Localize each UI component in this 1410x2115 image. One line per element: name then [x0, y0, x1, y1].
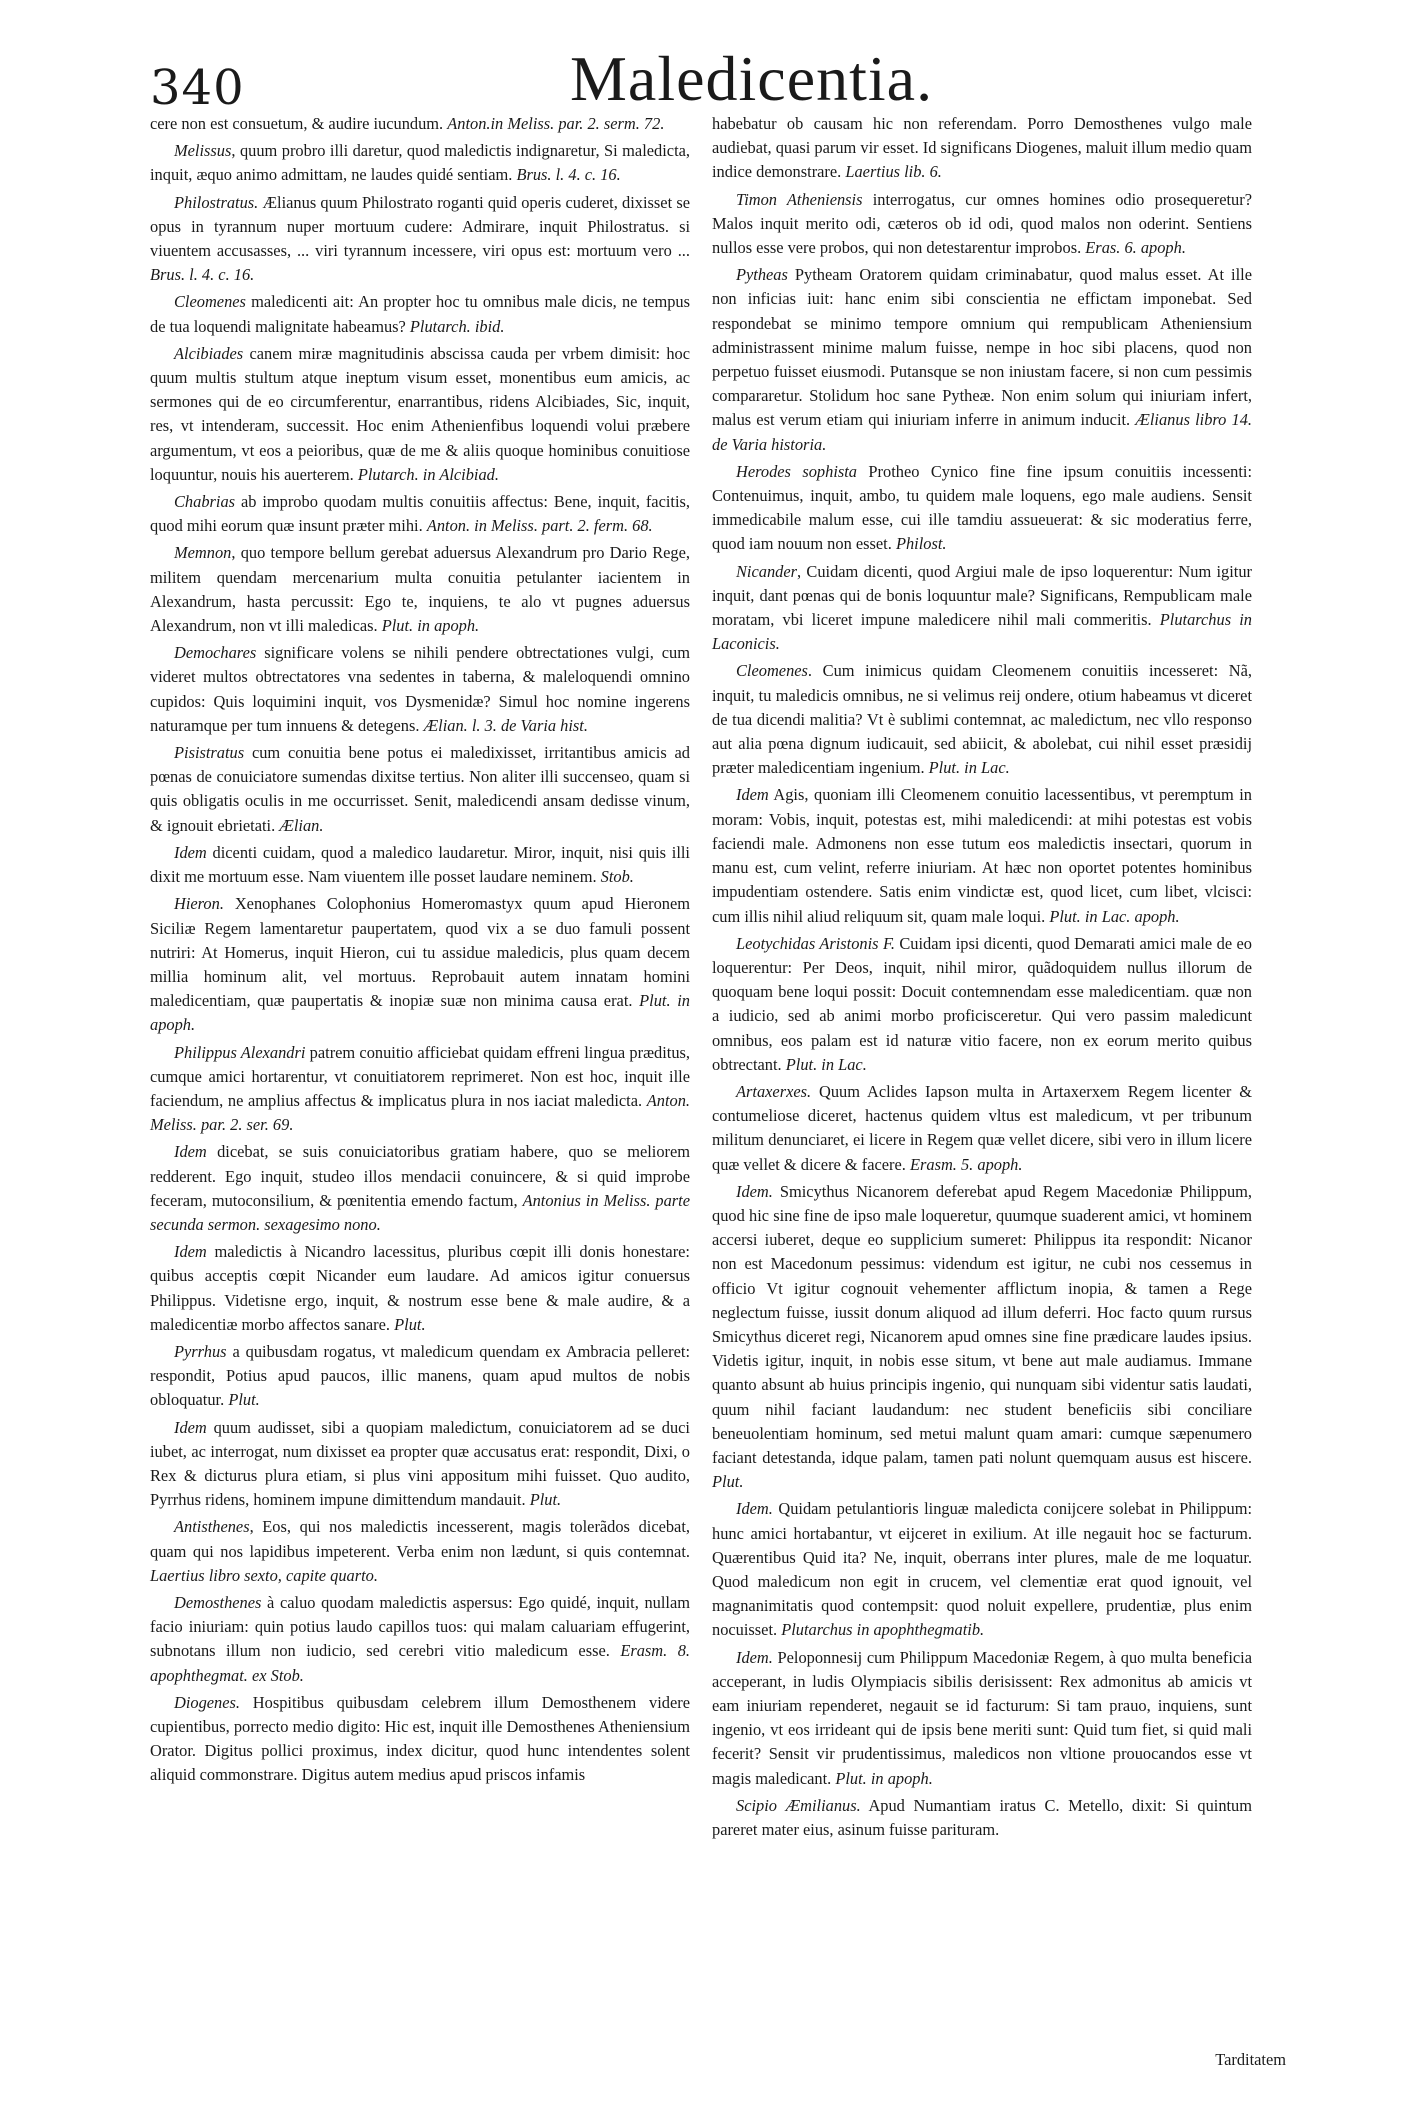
entry-source: Plutarchus in apophthegmatib.: [781, 1620, 985, 1640]
entry-name: Philostratus.: [174, 192, 259, 212]
entry-name: Nicander: [736, 561, 798, 581]
entry-source: Ælian. l. 3. de Varia hist.: [423, 715, 588, 735]
entry-source: Plut. in Lac.: [928, 758, 1010, 778]
entry-source: Plut. in Lac.: [785, 1054, 867, 1074]
entry-name: Idem.: [736, 1499, 773, 1519]
entry-source: Erasm. 5. apoph.: [909, 1154, 1023, 1174]
entry-name: Melissus: [174, 141, 232, 161]
entry-text: interrogatus, cur omnes homines odio prosequeretur? Malos inquit merito odi, cæteros ob id odi, quod malos non oderint. Sentiens nullos esse vere probos, qui non detestarentur improbos.: [712, 189, 1252, 258]
entry-source: Antonius in Meliss. parte secunda sermon. sexagesimo nono.: [150, 1190, 690, 1234]
entry-text: a quibusdam rogatus, vt maledicum quendam ex Ambracia pelleret: respondit, Potius apud paucos, illic manens, quam apud multos de nobis obloquatur.: [150, 1341, 690, 1410]
running-title: Maledicentia.: [570, 43, 934, 114]
entry-source: Plutarch. in Alcibiad.: [357, 464, 499, 484]
entry-name: Philippus Alexandri: [174, 1042, 306, 1062]
entry-name: Diogenes.: [174, 1692, 241, 1712]
entry-source: Anton.in Meliss. par. 2. serm. 72.: [447, 114, 665, 133]
entry-text: maledicenti ait: An propter hoc tu omnibus male dicis, ne tempus de tua loquendi malignitate habeamus?: [150, 292, 690, 336]
entry-name: Idem: [174, 1242, 207, 1262]
entry-text: , quum probro illi daretur, quod maledictis indignaretur, Si maledicta, inquit, æquo animo admittam, ne laudes quidé sentiam.: [150, 141, 690, 185]
entry-source: Plutarch. ibid.: [409, 316, 505, 336]
entry-paragraph: [150, 290, 690, 338]
entry-paragraph: [150, 1591, 690, 1688]
entry-name: Pisistratus: [174, 743, 245, 763]
entry-text: ab improbo quodam multis conuitiis affectus: Bene, inquit, facitis, quod mihi eorum quæ insunt præter mihi.: [150, 492, 690, 536]
entry-text: Cuidam ipsi dicenti, quod Demarati amici male de eo loquerentur: Per Deos, inquit, nihil miror, quãdoquidem nullus illorum de quoquam bene loqui possit: Docuit contemnendam esse maledicentiam. quæ non a iudicio, sed ab animi morbo proficisceretur. Qui vero passim maledicunt omnibus, eos palam est id naturæ vitio facere, non ex eorum merito quibus obtrectant.: [712, 933, 1252, 1074]
entry-name: Idem: [174, 842, 207, 862]
entry-name: Antisthenes: [174, 1517, 250, 1537]
entry-source: Plut.: [394, 1314, 426, 1334]
entry-paragraph: [712, 783, 1252, 928]
entry-text: Ælianus quum Philostrato roganti quid operis cuderet, dixisset se opus in tyrannum nuper mortuum cudere: Admirare, inquit Philostratus. si viuentem accusasses, ... viri tyrannum incessere, viri opus est: mortuum vero ...: [150, 192, 690, 261]
entry-text: Peloponnesij cum Philippum Macedoniæ Regem, à quo multa beneficia acceperant, in ludis Olympiacis sibilis derisissent: Rex admonitus ab amicis vt eam iniuriam rependeret, negauit se id facturum: Si tam prauo, inquiens, sunt ingenio, vt eos irrideant qui de ipsis bene meriti sunt: Quid tum fiet, si quid mali fecerit? Sensit vir prudentissimus, maledicos non vltione prouocandos esse vt magis maledicant.: [712, 1647, 1252, 1788]
entry-name: Pyrrhus: [174, 1341, 227, 1361]
entry-name: Artaxerxes.: [736, 1081, 812, 1101]
entry-text: maledictis à Nicandro lacessitus, pluribus cœpit illi donis honestare: quibus acceptis cœpit Nicander eum laudare. Ad amicos igitur conuersus Philippus. Videtisne ergo, inquit, & nostrum esse bene & male audire, & a maledicentiæ morbo affectos sanare.: [150, 1242, 690, 1334]
entry-paragraph: [150, 1041, 690, 1138]
entry-text: à caluo quodam maledictis aspersus: Ego quidé, inquit, nullam facio iniuriam: quin potius laudo capillos tuos: qui malam caluariam effugerint, subnotans illum non iudicio, sed cerebri vitio maledicum esse.: [150, 1592, 690, 1661]
entry-text: , quo tempore bellum gerebat aduersus Alexandrum pro Dario Rege, militem quendam mercenarium multa conuitia petulanter iacientem in Alexandrum, hasta percussit: Ego te, inquiens, te alo vt pugnes aduersus Alexandrum, non vt illi maledicas.: [150, 543, 690, 636]
entry-name: Cleomenes: [174, 292, 246, 312]
entry-text: dicebat, se suis conuiciatoribus gratiam habere, quo se meliorem redderent. Ego inquit, studeo illos mendacii conuincere, & si quid improbe feceram, mutoconsilium, & pœnitentia emendo factum,: [150, 1142, 690, 1210]
entry-paragraph: [150, 892, 690, 1037]
entry-name: Scipio Æmilianus.: [736, 1795, 861, 1815]
entry-source: Plut. in apoph.: [150, 991, 690, 1035]
entry-name: Herodes sophista: [736, 461, 857, 481]
left-column: [150, 112, 690, 1791]
entry-text: cum conuitia bene potus ei maledixisset, irritantibus amicis ad pœnas de conuiciatore sumendas dixitse tertius. Non aliter illi succenseo, quam si quis obligatis oculis in me occurrisset. Senit, maledicendi ansam dedisse vinum, & ignouit ebrietati.: [150, 743, 690, 835]
entry-source: Brus. l. 4. c. 16.: [150, 265, 255, 285]
entry-text: Protheo Cynico fine fine ipsum conuitiis incessenti: Contenuimus, inquit, ambo, tu quidem male loquens, ego male audiens. Sensit immedicabile malum esse, cui ille tamdiu assueuerat: & sic moderatius ferre, quod iam nouum non esset.: [712, 461, 1252, 554]
entry-paragraph: [150, 1515, 690, 1588]
entry-paragraph: [712, 188, 1252, 261]
entry-paragraph: [712, 932, 1252, 1077]
entry-paragraph: [150, 841, 690, 889]
entry-name: Timon Atheniensis: [736, 189, 863, 209]
entry-source: Plutarchus in Laconicis.: [712, 610, 1253, 654]
entry-text: . Cum inimicus quidam Cleomenem conuitiis incesseret: Nã, inquit, tu maledicis omnibus, ne si velimus reij ondere, otium habeamus vt diceret de tua dicendi malitia? Vt è sublimi contemnat, ac maledictum, nec vllo responso aut alia pœna dignum iudicauit, sed abiicit, & abolebat, cui nihil esset præsidij præter maledicentiam ingenium.: [712, 661, 1252, 778]
entry-paragraph: [712, 659, 1252, 780]
entry-text: Smicythus Nicanorem deferebat apud Regem Macedoniæ Philippum, quod hic sine fine de ipso male loqueretur, quumque suaderent amici, vt hominem accersi iuberet, deque eo supplicium sumeret: Philippus ita respondit: Nicanor non est Macedonum pessimus: videndum est igitur, ne cubi nos cessemus in officio Vt igitur cognouit vehementer afflictum inopia, & tamen a Rege neglectum fuisse, iussit donum aliquod ad illum deferri. Hoc facto quum rursus Smicythus diceret regi, Nicanorem apud omnes sine fine prædicare laudes ipsius. Videtis igitur, inquit, in nobis esse situm, vt bene aut male audiamus. Immane quanto absunt ab huius principis ingenio, qui nunquam sibi videntur satis laudati, quum nihil faciant laudandum: nec student beneficiis sibi conciliare beneuolentiam hominum, sed metui malunt quam amari: cumque sæpenumero faciant detestanda, idque palam, tamen pati nolunt quemquam ausus est hiscere.: [712, 1181, 1252, 1467]
entry-name: Idem.: [736, 1181, 773, 1201]
entry-text: Agis, quoniam illi Cleomenem conuitio lacessentibus, vt peremptum in moram: Vobis, inquit, potestas est, mihi maledicendi: at mihi potestas est vobis faciendi male. Admonens non esse tutum eos maledictis insectari, quorum in manu est, cum velint, referre iniuriam. At hæc non oportet potentes hominibus impudentiam ostendere. Satis enim vindictæ est, quod licet, cum libet, vlcisci: cum illis nihil aliud reliquum sit, quam male loqui.: [712, 785, 1252, 926]
entry-name: Hieron.: [174, 894, 224, 914]
entry-source: Laertius libro sexto, capite quarto.: [150, 1565, 378, 1585]
entry-name: Alcibiades: [174, 343, 244, 363]
entry-paragraph: [712, 560, 1252, 657]
entry-name: Leotychidas Aristonis F.: [736, 933, 895, 953]
entry-name: Idem.: [736, 1647, 773, 1667]
entry-paragraph: [712, 460, 1252, 557]
entry-source: Anton. in Meliss. part. 2. ferm. 68.: [426, 516, 653, 536]
entry-paragraph: [712, 1080, 1252, 1177]
entry-name: Cleomenes: [736, 661, 808, 681]
entry-source: Brus. l. 4. c. 16.: [516, 165, 621, 185]
entry-name: Idem: [736, 785, 769, 805]
entry-source: Anton. Meliss. par. 2. ser. 69.: [150, 1090, 690, 1135]
entry-source: Plut.: [228, 1390, 260, 1410]
entry-source: Plut. in apoph.: [381, 616, 480, 636]
entry-paragraph: [150, 1416, 690, 1513]
entry-name: Chabrias: [174, 492, 236, 512]
entry-paragraph: [150, 191, 690, 288]
catchword: Tarditatem: [1215, 2050, 1286, 2069]
entry-text: Quidam petulantioris linguæ maledicta conijcere solebat in Philippum: hunc amici hortabantur, vt eijceret in exilium. At ille negauit hoc se facturum. Quærentibus Quid ita? Ne, inquit, oberrans inter plures, male de me loquatur. Quod maledicum non egit in crucem, vel clementiæ erat quod ignouit, vel magnanimitatis quod contempsit: quod noluit expellere, prudentiæ, plus enim nocuisset.: [712, 1499, 1252, 1640]
entry-text: Hospitibus quibusdam celebrem illum Demosthenem videre cupientibus, porrecto medio digito: Hic est, inquit ille Demosthenes Atheniensium Orator. Digitus pollici proximus, index dicitur, quod hunc intendentes solent aliquid commonstrare. Digitus autem medius apud priscos infamis: [150, 1692, 690, 1785]
entry-source: Laertius lib. 6.: [845, 162, 942, 182]
entry-text: Pytheam Oratorem quidam criminabatur, quod malus esset. At ille non inficias iuit: hanc enim sibi conscientia ne effictam imponebat. Sed respondebat se minimo tempore omnium qui rempublicam Atheniensium administrassent minime malum fuisse, nempe in hoc sibi placens, quod non perpetuo fuisset eiusmodi. Putansque se non iniustam facere, si non cum pessimis compararetur. Stolidum hoc sane Pytheæ. Non enim solum qui iniuriam infert, malus est verum etiam qui iniuriam inferre in animum inducit.: [712, 265, 1252, 430]
entry-text: significare volens se nihili pendere obtrectationes vulgi, cum videret multos obtrectatores vna sedentes in taberna, & maleloquendi omnino cupidos: Quis loquimini inquit, vos Dysmenidæ? Simul hoc nomine ingerens naturamque per tum innuens & detegens.: [150, 643, 690, 735]
entry-text: , Cuidam dicenti, quod Argiui male de ipso loquerentur: Num igitur inquit, dant pœnas qui de bonis loquuntur male? Significans, Rempublicam male moratam, vbi liceret impune maledicere nihil mali commeritis.: [712, 561, 1252, 630]
entry-source: Stob.: [600, 867, 634, 887]
entry-paragraph: [712, 263, 1252, 457]
entry-source: Ælian.: [279, 815, 324, 835]
entry-paragraph: [150, 1691, 690, 1788]
entry-text: Apud Numantiam iratus C. Metello, dixit: Si quintum pareret mater eius, asinum fuisse parituram.: [712, 1795, 1253, 1840]
entry-text: cere non est consuetum, & audire iucundum.: [150, 114, 444, 133]
entry-paragraph: [712, 1497, 1252, 1642]
entry-source: Ælianus libro 14. de Varia historia.: [712, 410, 1252, 454]
page-number: 340: [150, 60, 245, 116]
entry-text: , Eos, qui nos maledictis incesserent, magis tolerãdos dicebat, quam qui nos lapidibus impeterent. Verba enim non lædunt, si quis contemnat.: [150, 1517, 690, 1561]
entry-text: habebatur ob causam hic non referendam. Porro Demosthenes vulgo male audiebat, quasi parum vir esset. Id significans Diogenes, maluit illum medio quam indice demonstrare.: [712, 114, 1252, 182]
entry-source: Plut.: [529, 1490, 562, 1510]
entry-name: Idem: [174, 1142, 207, 1162]
entry-source: Plut.: [712, 1472, 744, 1492]
right-column: [712, 112, 1252, 1845]
entry-paragraph: [712, 112, 1252, 185]
entry-paragraph: [150, 1340, 690, 1413]
entry-paragraph: [150, 1240, 690, 1337]
entry-text: Xenophanes Colophonius Homeromastyx quum apud Hieronem Siciliæ Regem lamentaretur paupertatem, quod vix a se duo famuli possent nutriri: At Homerus, inquit Hieron, cui tu assidue maledicis, plus quam decem millia hominum alit, vel mortuus. Reprobauit autem innatam homini maledicentiam, quæ paupertatis & inopiæ suæ non minima causa erat.: [150, 894, 690, 1011]
entry-paragraph: [150, 1140, 690, 1237]
entry-name: Memnon: [174, 543, 232, 563]
entry-text: Quum Aclides Iapson multa in Artaxerxem Regem licenter & contumeliose diceret, hactenus quidem vltus est maledicum, vt per tribunum militum denunciaret, ei licere in Regem quæ vellet dicere, sibi vero in illum licere quæ vellet & dicere & facere.: [712, 1081, 1252, 1174]
entry-text: patrem conuitio afficiebat quidam effreni lingua præditus, cumque amici hortarentur, vt conuitiatorem reprimeret. Non est hoc, inquit ille faciendum, ne amplius affectus & implicatus plura in nos iaciat maledicta.: [150, 1042, 690, 1110]
entry-name: Idem: [174, 1417, 207, 1437]
entry-paragraph: [150, 541, 690, 638]
entry-paragraph: [150, 342, 690, 487]
entry-source: Plut. in Lac. apoph.: [1049, 906, 1180, 926]
entry-name: Pytheas: [736, 265, 788, 285]
entry-paragraph: [712, 1646, 1252, 1791]
entry-source: Eras. 6. apoph.: [1085, 238, 1186, 258]
entry-name: Demosthenes: [174, 1592, 262, 1612]
entry-text: dicenti cuidam, quod a maledico laudaretur. Miror, inquit, nisi quis illi dixit me mortuum esse. Nam viuentem ille posset laudare neminem.: [150, 842, 690, 887]
entry-paragraph: [150, 112, 690, 136]
entry-name: Demochares: [174, 643, 257, 663]
entry-source: Erasm. 8. apophthegmat. ex Stob.: [150, 1641, 690, 1685]
entry-paragraph: [150, 641, 690, 738]
entry-text: quum audisset, sibi a quopiam maledictum, conuiciatorem ad se duci iubet, ac interrogat, num dixisset ea propter quæ accusatus erat: respondit, Dixi, o Rex & dicturus plura etiam, si plus vini appositum mihi fuisset. Quo audito, Pyrrhus ridens, hominem impune dimittendum mandauit.: [150, 1417, 690, 1510]
entry-paragraph: [150, 490, 690, 538]
entry-paragraph: [150, 741, 690, 838]
entry-paragraph: [712, 1794, 1252, 1842]
entry-source: Philost.: [895, 534, 947, 554]
entry-source: Plut. in apoph.: [835, 1768, 933, 1788]
entry-paragraph: [150, 139, 690, 187]
entry-text: canem miræ magnitudinis abscissa cauda per vrbem dimisit: hoc quum multis stultum atque ineptum visum esset, monentibus eum amicis, ac sermones qui de eo circumferentur, enarrantibus, ridens Alcibiades, Sic, inquit, res, vt intenderam, successit. Hoc enim Athenienfibus loquendi volui præbere argumentum, vt eos a peioribus, quæ de me & aliis quoque hominibus conuitiose loquuntur, nouis his auerterem.: [150, 343, 690, 484]
entry-paragraph: [712, 1180, 1252, 1495]
